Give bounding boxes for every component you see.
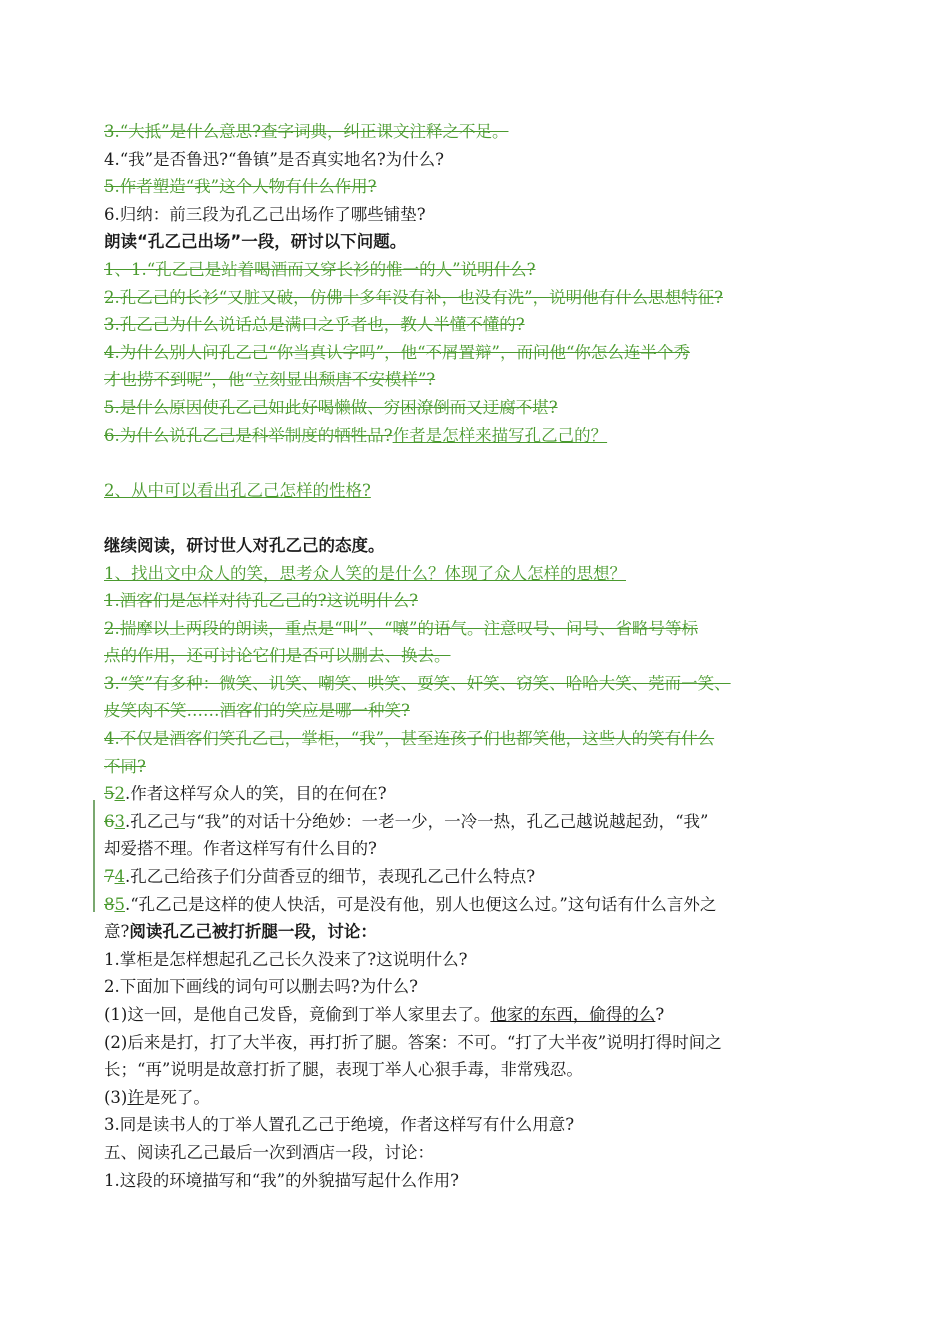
old-number: 5 <box>104 784 115 804</box>
section-heading-2: 继续阅读，研讨世人对孔乙己的态度。 <box>104 535 385 555</box>
line-22: 皮笑肉不笑……酒客们的笑应是哪一种笑? <box>104 701 410 721</box>
underlined-text: 他家的东西，偷得的么 <box>490 1005 656 1024</box>
text: (1)这一回，是他自己发昏，竟偷到丁举人家里去了。 <box>104 1005 491 1024</box>
line-2: 4.“我”是否鲁迅?“鲁镇”是否真实地名?为什么? <box>104 149 445 169</box>
new-number: 4 <box>114 867 125 887</box>
line-12 <box>104 422 864 450</box>
revision-bar <box>93 800 95 912</box>
text: ? <box>655 1005 665 1024</box>
blank-line <box>104 504 864 532</box>
new-number: 3 <box>114 811 125 831</box>
tail-line-5: 长；“再”说明是故意打折了腿，表现丁举人心狠手毒，非常残忍。 <box>104 1060 583 1080</box>
line-1: 3.“大抵”是什么意思?查字词典，纠正课文注释之不足。 <box>104 122 509 141</box>
tail-line-8: 五、阅读孔乙己最后一次到酒店一段，讨论： <box>104 1142 434 1162</box>
line-3: 5.作者塑造“我”这个人物有什么作用? <box>104 177 377 197</box>
question-5 <box>104 780 864 808</box>
text: (3) <box>104 1087 128 1107</box>
question-text: .作者这样写众人的笑，目的在何在? <box>125 784 387 804</box>
section-heading-1: 朗读“孔乙己出场”一段，研讨以下问题。 <box>104 232 407 252</box>
old-number: 6 <box>104 811 115 831</box>
tail-line-9: 1.这段的环境描写和“我”的外貌描写起什么作用? <box>104 1170 459 1190</box>
text: 是死了。 <box>143 1087 210 1107</box>
question-6-cont: 却爱搭不理。作者这样写有什么目的? <box>104 839 377 859</box>
line-19: 2.揣摩以上两段的朗读，重点是“叫”、“嚷”的语气。注意叹号、问号、省略号等标 <box>104 618 698 638</box>
line-12-deleted: 6.为什么说孔乙己是科举制度的牺牲品? <box>104 425 393 445</box>
line-12-inserted: 作者是怎样来描写孔乙己的？ <box>392 425 608 445</box>
line-7: 2.孔乙己的长衫“又脏又破，仿佛十多年没有补，也没有洗”，说明他有什么思想特征? <box>104 287 723 307</box>
new-number: 5 <box>114 894 125 914</box>
line-24: 不同? <box>104 756 146 776</box>
line-14: 2、从中可以看出孔乙己怎样的性格? <box>104 480 371 500</box>
new-number: 2 <box>114 784 125 804</box>
tail-line-1: 1.掌柜是怎样想起孔乙己长久没来了?这说明什么? <box>104 949 468 969</box>
line-21: 3.“笑”有多种：微笑、讥笑、嘲笑、哄笑、耍笑、奸笑、窃笑、哈哈大笑、莞而一笑、 <box>104 673 731 693</box>
question-text: .孔乙己给孩子们分茴香豆的细节，表现孔乙己什么特点? <box>125 867 536 887</box>
line-8: 3.孔乙己为什么说话总是满口之乎者也，教人半懂不懂的? <box>104 315 525 335</box>
underlined-text: 许 <box>127 1087 144 1107</box>
tail-line-7: 3.同是读书人的丁举人置孔乙己于绝境，作者这样写有什么用意? <box>104 1115 575 1135</box>
section-heading-3: 阅读孔乙己被打折腿一段，讨论： <box>129 922 377 942</box>
line-9: 4.为什么别人问孔乙己“你当真认字吗”，他“不屑置辩”，而问他“你怎么连半个秀 <box>104 342 690 362</box>
old-number: 7 <box>104 867 115 887</box>
question-7 <box>104 863 864 891</box>
question-text: .孔乙己与“我”的对话十分绝妙：一老一少，一冷一热，孔乙己越说越起劲，“我” <box>125 811 709 831</box>
blank-line <box>104 449 864 477</box>
line-6: 1、1.“孔乙己是站着喝酒而又穿长衫的惟一的人”说明什么? <box>104 259 536 279</box>
line-10: 才也捞不到呢”，他“立刻显出颓唐不安模样”? <box>104 370 436 390</box>
question-text: .“孔乙己是这样的使人快活，可是没有他，别人也便这么过。”这句话有什么言外之 <box>125 894 717 914</box>
question-8-cont <box>104 918 864 946</box>
line-11: 5.是什么原因使孔乙己如此好喝懒做、穷困潦倒而又迂腐不堪? <box>104 397 558 417</box>
old-number: 8 <box>104 894 115 914</box>
tail-line-4: (2)后来是打，打了大半夜，再打折了腿。答案：不可。“打了大半夜”说明打得时间之 <box>104 1032 722 1052</box>
tail-line-6 <box>104 1084 864 1112</box>
line-20: 点的作用，还可讨论它们是否可以删去、换去。 <box>104 646 451 666</box>
question-text: 意? <box>104 922 130 942</box>
line-17: 1、找出文中众人的笑，思考众人笑的是什么？体现了众人怎样的思想？ <box>104 563 626 583</box>
document-page <box>104 118 864 1194</box>
tail-line-3 <box>104 1001 864 1029</box>
line-18: 1.酒客们是怎样对待孔乙己的?这说明什么? <box>104 591 418 611</box>
line-23: 4.不仅是酒客们笑孔乙己，掌柜，“我”，甚至连孩子们也都笑他，这些人的笑有什么 <box>104 729 715 749</box>
tail-line-2: 2.下面加下画线的词句可以删去吗?为什么? <box>104 977 418 997</box>
line-4: 6.归纳：前三段为孔乙己出场作了哪些铺垫? <box>104 204 426 224</box>
question-6 <box>104 808 864 836</box>
question-8 <box>104 891 864 919</box>
